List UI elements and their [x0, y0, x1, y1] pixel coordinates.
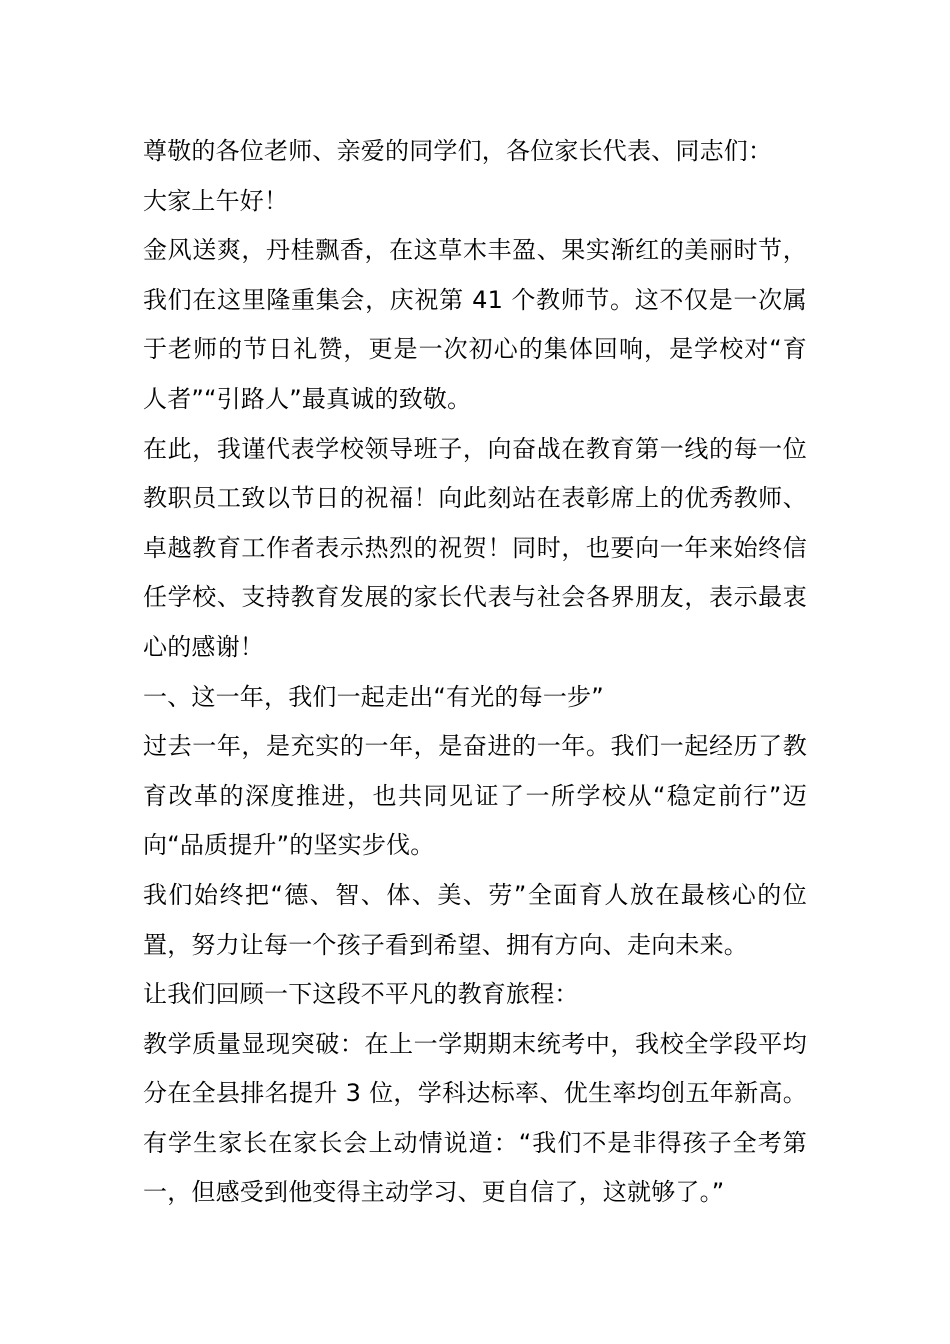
greeting-paragraph: 尊敬的各位老师、亲爱的同学们，各位家长代表、同志们：: [143, 137, 773, 165]
thanks-paragraph: 在此，我谨代表学校领导班子，向奋战在教育第一线的每一位教职员工致以节日的祝福！向此刻站在表彰席上的优秀教师、卓越教育工作者表示热烈的祝贺！同时，也要向一年来始终信任学校、支持教育发展的家长代表与社会各界朋友，表示最衷心的感谢！: [143, 434, 807, 661]
salutation-paragraph: 大家上午好！: [143, 186, 289, 215]
review-intro-paragraph: 让我们回顾一下这段不平凡的教育旅程：: [143, 980, 579, 1009]
speech-body: [143, 127, 807, 1218]
review-paragraph: 过去一年，是充实的一年，是奋进的一年。我们一起经历了教育改革的深度推进，也共同见证了一所学校从“稳定前行”迈向“品质提升”的坚实步伐。: [143, 732, 807, 860]
opening-paragraph: 金风送爽，丹桂飘香，在这草木丰盈、果实渐红的美丽时节，我们在这里隆重集会，庆祝第 41 个教师节。这不仅是一次属于老师的节日礼赞，更是一次初心的集体回响，是学校对“育人者”“引路人”最真诚的致敬。: [143, 236, 807, 413]
section-heading: 一、这一年，我们一起走出“有光的每一步”: [143, 682, 604, 711]
education-goal-paragraph: 我们始终把“德、智、体、美、劳”全面育人放在最核心的位置，努力让每一个孩子看到希望、拥有方向、走向未来。: [143, 880, 807, 959]
teaching-quality-paragraph: 教学质量显现突破：在上一学期期末统考中，我校全学段平均分在全县排名提升 3 位，学科达标率、优生率均创五年新高。有学生家长在家长会上动情说道：“我们不是非得孩子全考第一，但感受到他变得主动学习、更自信了，这就够了。”: [143, 1029, 807, 1207]
